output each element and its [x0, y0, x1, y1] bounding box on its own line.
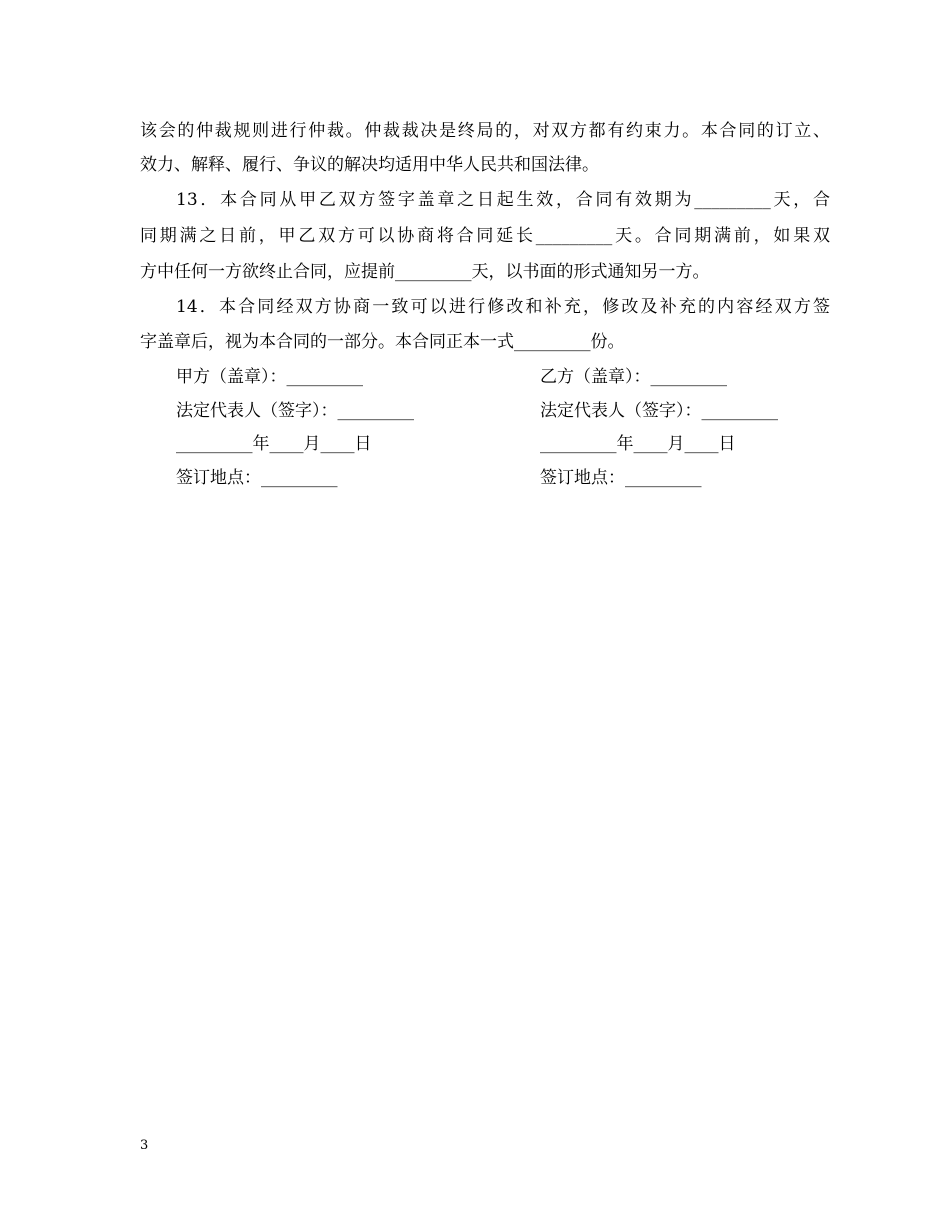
party-a-seal: 甲方（盖章）：_________: [176, 367, 363, 387]
party-a-signing-place: 签订地点：_________: [176, 468, 338, 488]
party-b-date: _________年____月____日: [540, 434, 736, 454]
paragraph-line-2: 效力、解释、履行、争议的解决均适用中华人民共和国法律。: [140, 155, 599, 175]
party-b-seal: 乙方（盖章）：_________: [540, 367, 727, 387]
clause-14-line-1: 14．本合同经双方协商一致可以进行修改和补充，修改及补充的内容经双方签: [176, 297, 830, 317]
clause-14-line-2: 字盖章后，视为本合同的一部分。本合同正本一式_________份。: [140, 332, 625, 352]
clause-13-line-3: 方中任何一方欲终止合同，应提前_________天，以书面的形式通知另一方。: [140, 262, 710, 282]
paragraph-line-1: 该会的仲裁规则进行仲裁。仲裁裁决是终局的，对双方都有约束力。本合同的订立、: [140, 121, 830, 141]
page-number: 3: [140, 1138, 149, 1153]
party-a-date: _________年____月____日: [176, 434, 372, 454]
clause-13-line-1: 13．本合同从甲乙双方签字盖章之日起生效，合同有效期为_________天，合: [176, 190, 830, 210]
clause-13-line-2: 同期满之日前，甲乙双方可以协商将合同延长_________天。合同期满前，如果双: [140, 226, 830, 246]
party-a-representative: 法定代表人（签字）：_________: [176, 401, 414, 421]
party-b-signing-place: 签订地点：_________: [540, 468, 702, 488]
party-b-representative: 法定代表人（签字）：_________: [540, 401, 778, 421]
